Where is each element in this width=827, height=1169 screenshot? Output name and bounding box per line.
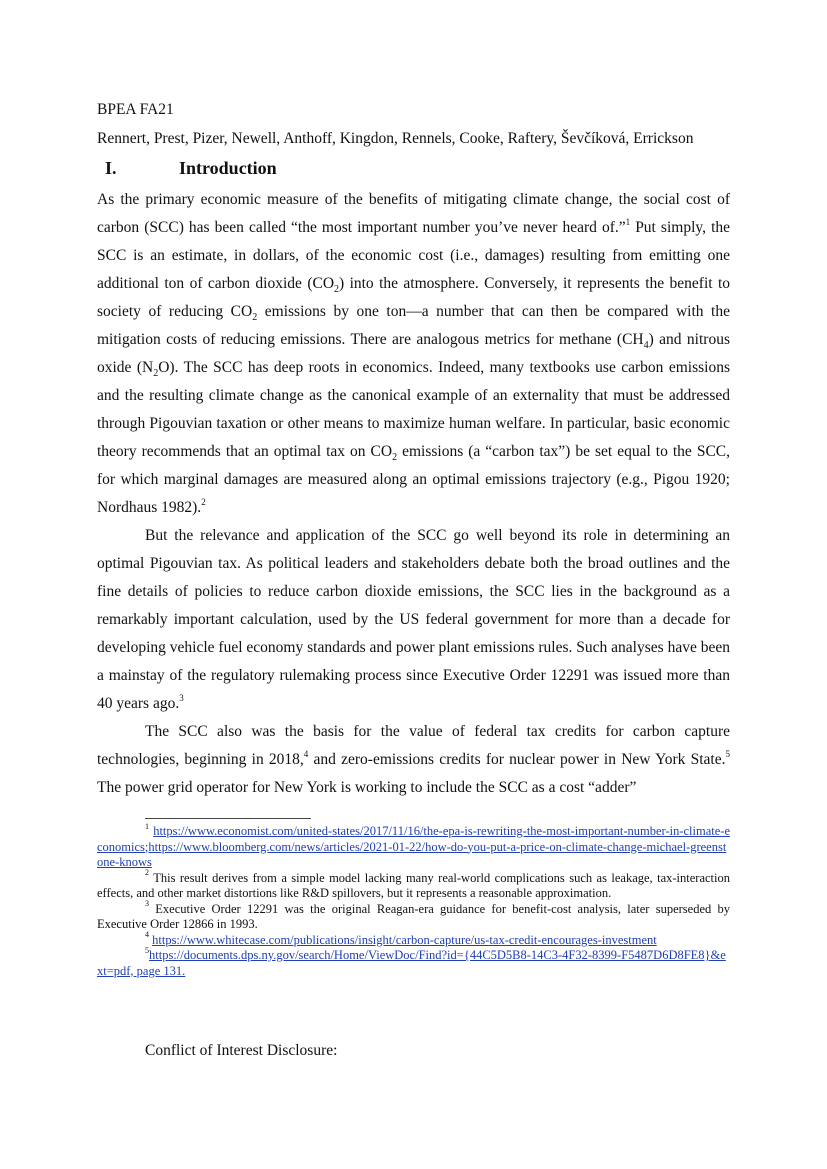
footnote-mark: 5 xyxy=(145,945,149,955)
p1-text: emissions (a “carbon tax”) be set equal to the SCC, for which marginal damages are measured along an optimal emissions trajectory (e.g., Pigou 1920; Nordhaus 1982). xyxy=(97,443,730,516)
footnote-mark: 4 xyxy=(145,930,149,940)
footnote-ref-2[interactable]: 2 xyxy=(201,496,206,507)
section-number: I. xyxy=(105,158,117,178)
body-text xyxy=(97,186,730,802)
p1-text: As the primary economic measure of the benefits of mitigating climate change, the social cost of carbon (SCC) has been called “the most important number you’ve never heard of.” xyxy=(97,191,730,236)
footnotes xyxy=(97,821,731,979)
p3-text: The SCC also was the basis for the value of federal tax credits for carbon capture technologies, beginning in 2018, xyxy=(97,723,730,768)
subscript: 2 xyxy=(252,312,258,324)
footnote-text: This result derives from a simple model lacking many real-world complications such as leakage, tax-interaction effects, and other market distortions like R&D spillovers, but it represents a reasonable approximation. xyxy=(97,870,730,900)
section-heading xyxy=(97,158,277,179)
p1-text: O). The SCC has deep roots in economics. Indeed, many textbooks use carbon emissions and the resulting climate change as the canonical example of an externality that must be addressed through Pigouvian taxation or other means to maximize human welfare. In particular, basic economic theory recommends that an optimal tax on CO xyxy=(97,359,730,460)
paragraph-2 xyxy=(97,522,730,718)
conflict-of-interest-heading: Conflict of Interest Disclosure: xyxy=(145,1042,338,1059)
section-title: Introduction xyxy=(179,158,277,178)
p1-text: ) and nitrous oxide (N xyxy=(97,331,730,376)
footnote-separator xyxy=(145,818,311,819)
footnote-4 xyxy=(97,930,730,949)
footnote-link[interactable]: https://documents.dps.ny.gov/search/Home/ViewDoc/Find?id={44C5D5B8-14C3-4F32-8399-F5487D6D8FE8}&ext=pdf, page 131. xyxy=(97,948,726,978)
p2-text: But the relevance and application of the SCC go well beyond its role in determining an optimal Pigouvian tax. As political leaders and stakeholders debate both the broad outlines and the fine details of policies to reduce carbon dioxide emissions, the SCC lies in the background as a remarkably important calculation, used by the US federal government for more than a decade for developing vehicle fuel economy standards and power plant emissions rules. Such analyses have been a mainstay of the regulatory rulemaking process since Executive Order 12291 was issued more than 40 years ago. xyxy=(97,527,730,712)
author-list: Rennert, Prest, Pizer, Newell, Anthoff, Kingdon, Rennels, Cooke, Raftery, Ševčíková, Errickson xyxy=(97,130,694,147)
subscript: 2 xyxy=(153,368,159,380)
series-label: BPEA FA21 xyxy=(97,101,174,118)
paragraph-3 xyxy=(97,718,730,802)
subscript: 2 xyxy=(392,452,398,464)
paragraph-1 xyxy=(97,186,730,522)
footnote-ref-3[interactable]: 3 xyxy=(179,692,184,703)
footnote-ref-5[interactable]: 5 xyxy=(725,748,730,759)
footnote-3 xyxy=(97,899,731,933)
footnote-1 xyxy=(97,821,730,871)
subscript: 4 xyxy=(643,340,649,352)
p3-text: The power grid operator for New York is working to include the SCC as a cost “adder” xyxy=(97,779,637,796)
p3-text: and zero-emissions credits for nuclear power in New York State. xyxy=(308,751,726,768)
footnote-ref-4[interactable]: 4 xyxy=(303,748,309,759)
footnote-5 xyxy=(97,945,730,979)
footnote-ref-1[interactable]: 1 xyxy=(625,216,631,227)
p1-text: Put simply, the SCC is an estimate, in dollars, of the economic cost (i.e., damages) resulting from emitting one additional ton of carbon dioxide (CO xyxy=(97,219,731,292)
p1-text: emissions by one ton—a number that can then be compared with the mitigation costs of reducing emissions. There are analogous metrics for methane (CH xyxy=(97,303,730,348)
footnote-text: Executive Order 12291 was the original Reagan-era guidance for benefit-cost analysis, later superseded by Executive Order 12866 in 1993. xyxy=(97,901,731,931)
subscript: 2 xyxy=(334,284,340,296)
p1-text: ) into the atmosphere. Conversely, it represents the benefit to society of reducing CO xyxy=(97,275,730,320)
footnote-mark: 2 xyxy=(145,868,149,878)
footnote-mark: 3 xyxy=(145,899,149,909)
footnote-2 xyxy=(97,868,730,902)
footnote-mark: 1 xyxy=(145,821,149,831)
footnote-link[interactable]: https://www.whitecase.com/publications/insight/carbon-capture/us-tax-credit-encourages-investment xyxy=(152,932,657,947)
footnote-link[interactable]: https://www.economist.com/united-states/2017/11/16/the-epa-is-rewriting-the-most-important-number-in-climate-economics;https://www.bloomberg.com/news/articles/2021-01-22/how-do-you-put-a-price-on-climate-change-michael-greenstone-knows xyxy=(97,824,730,869)
